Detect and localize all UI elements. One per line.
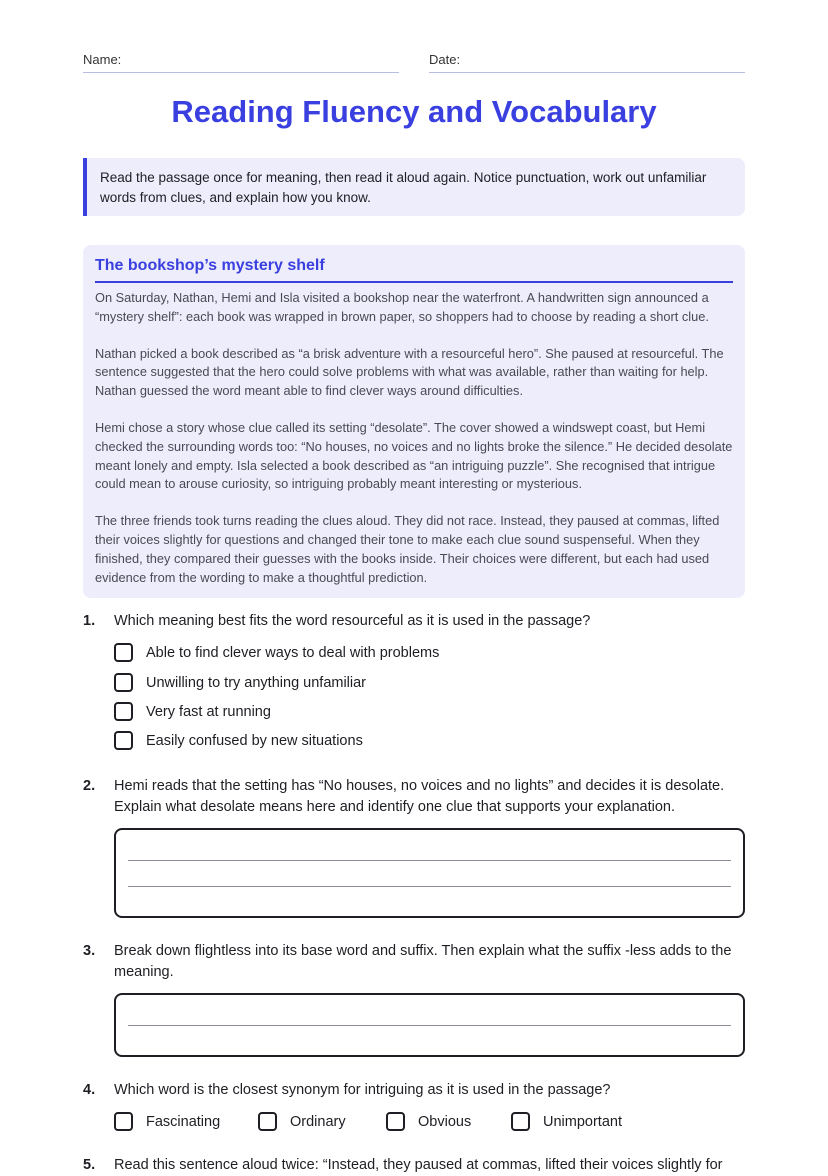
question-number: 5. xyxy=(83,1157,96,1173)
date-label: Date: xyxy=(429,52,461,67)
answer-box[interactable] xyxy=(114,993,745,1057)
checkbox[interactable] xyxy=(258,1112,277,1131)
checkbox[interactable] xyxy=(511,1112,530,1131)
answer-line xyxy=(128,860,731,861)
passage-paragraph: On Saturday, Nathan, Hemi and Isla visited a bookshop near the waterfront. A handwritten sign announced a “mystery shelf”: each book was wrapped in brown paper, so shoppers had to choose by reading a short clue. xyxy=(95,290,709,324)
question-text: Which word is the closest synonym for intriguing as it is used in the passage? xyxy=(114,1082,611,1098)
answer-line xyxy=(128,886,731,887)
option-label: Fascinating xyxy=(146,1114,221,1130)
question-number: 3. xyxy=(83,943,96,959)
name-field[interactable] xyxy=(83,52,399,73)
checkbox[interactable] xyxy=(386,1112,405,1131)
option-label: Easily confused by new situations xyxy=(146,733,363,749)
answer-line xyxy=(128,1025,731,1026)
checkbox[interactable] xyxy=(114,643,133,662)
option-label: Unimportant xyxy=(543,1114,622,1130)
passage-title: The bookshop’s mystery shelf xyxy=(95,255,733,283)
option-label: Very fast at running xyxy=(146,704,271,720)
header-fields xyxy=(83,52,745,74)
checkbox[interactable] xyxy=(114,673,133,692)
option-label: Obvious xyxy=(418,1114,472,1130)
passage-paragraph: The three friends took turns reading the clues aloud. They did not race. Instead, they paused at commas, lifted their voices slightly for questions and changed their tone to make each clue sound suspenseful. When they finished, they compared their guesses with the books inside. Their choices were different, but each had used evidence from the wording to make a thoughtful prediction. xyxy=(95,513,720,585)
question-number: 4. xyxy=(83,1082,96,1098)
instructions-box: Read the passage once for meaning, then read it aloud again. Notice punctuation, work out unfamiliar words from clues, and explain how you know. xyxy=(83,158,745,216)
passage-paragraph: Nathan picked a book described as “a brisk adventure with a resourceful hero”. She paused at resourceful. The sentence suggested that the hero could solve problems with what was available, rather than waiting for help. Nathan guessed the word meant able to find clever ways around difficulties. xyxy=(95,345,724,399)
question-text: Break down flightless into its base word and suffix. Then explain what the suffix -less adds to the meaning. xyxy=(114,943,732,980)
question-text: Read this sentence aloud twice: “Instead, they paused at commas, lifted their voices slightly for xyxy=(114,1157,723,1173)
checkbox[interactable] xyxy=(114,1112,133,1131)
passage-paragraph: Hemi chose a story whose clue called its setting “desolate”. The cover showed a windswept coast, but Hemi checked the surrounding words too: “No houses, no voices and no lights broke the silence.” He decided desolate meant lonely and empty. Isla selected a book described as “an intriguing puzzle”. She recognised that intrigue could mean to arouse curiosity, so intriguing probably meant interesting or mysterious. xyxy=(95,419,733,492)
option-label: Able to find clever ways to deal with problems xyxy=(146,645,440,661)
answer-box[interactable] xyxy=(114,828,745,918)
question-text: Hemi reads that the setting has “No houses, no voices and no lights” and decides it is desolate. Explain what desolate means here and identify one clue that supports your explanation. xyxy=(114,778,725,815)
option-label: Unwilling to try anything unfamiliar xyxy=(146,675,367,691)
question-number: 1. xyxy=(83,613,96,629)
question-number: 2. xyxy=(83,778,96,794)
date-field[interactable] xyxy=(429,52,745,73)
page-title: Reading Fluency and Vocabulary xyxy=(171,94,657,129)
passage-box xyxy=(83,245,745,598)
question-text: Which meaning best fits the word resourceful as it is used in the passage? xyxy=(114,613,591,629)
name-label: Name: xyxy=(83,52,122,67)
option-label: Ordinary xyxy=(290,1114,346,1130)
checkbox[interactable] xyxy=(114,702,133,721)
checkbox[interactable] xyxy=(114,731,133,750)
